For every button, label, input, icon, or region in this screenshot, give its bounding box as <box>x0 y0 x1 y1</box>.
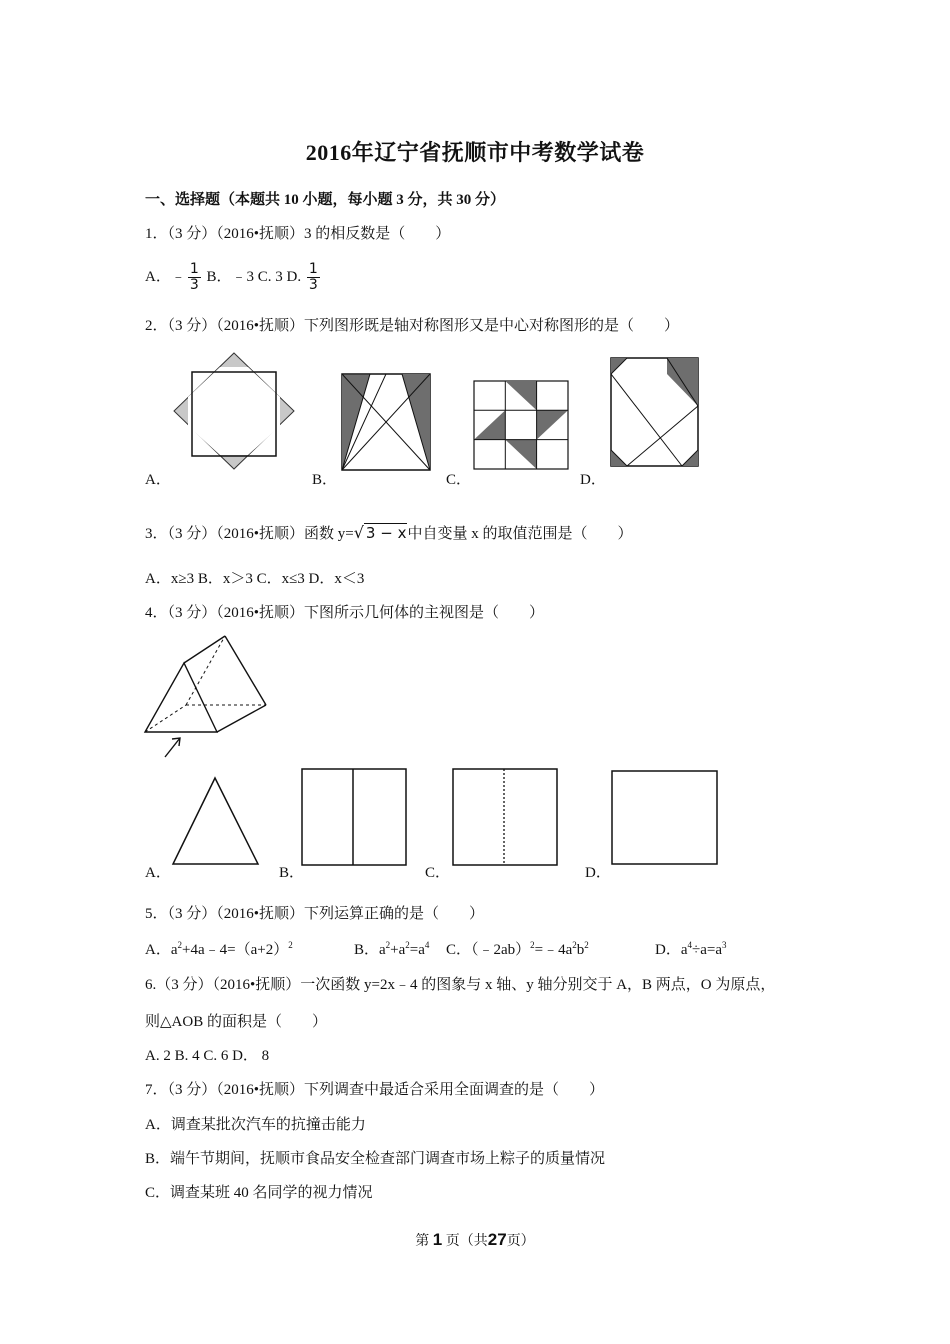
text: =a <box>409 942 425 958</box>
q2-label-a: A． <box>145 472 171 488</box>
superscript: 2 <box>405 940 410 950</box>
q6-options: A. 2 B. 4 C. 6 D． 8 <box>145 1048 270 1064</box>
q1-option-a-prefix: A．﹣ <box>145 268 186 285</box>
q2-figure-b <box>340 372 432 472</box>
q5-option-a <box>145 940 293 960</box>
q4-label-a: A． <box>145 865 171 881</box>
q7-option-b: B．端午节期间，抚顺市食品安全检查部门调查市场上粽子的质量情况 <box>145 1151 606 1167</box>
superscript: 4 <box>687 940 692 950</box>
question-2-stem: 2．（3 分）（2016•抚顺）下列图形既是轴对称图形又是中心对称图形的是（ ） <box>145 318 680 334</box>
q2-label-b: B． <box>312 472 338 488</box>
superscript: 4 <box>424 940 430 950</box>
superscript: 3 <box>722 940 727 950</box>
page-total: 27 <box>487 1230 507 1249</box>
text: C．（﹣2ab） <box>446 942 531 958</box>
q3-options: A．x≥3 B．x＞3 C．x≤3 D．x＜3 <box>145 571 365 587</box>
q4-label-d: D． <box>585 865 611 881</box>
radical-icon: √ <box>353 523 364 542</box>
question-1-options <box>145 262 322 293</box>
page-number: 1 <box>432 1230 443 1249</box>
q2-figure-d <box>609 356 700 468</box>
superscript: 2 <box>177 940 182 950</box>
frac-numerator: 1 <box>189 261 199 277</box>
footer-pre: 第 <box>415 1234 430 1249</box>
text: B．a <box>354 942 386 958</box>
q2-figure-c <box>472 379 570 471</box>
square-root <box>354 523 408 543</box>
q4-option-c-rect <box>451 767 559 867</box>
question-5-stem: 5．（3 分）（2016•抚顺）下列运算正确的是（ ） <box>145 906 485 922</box>
text: b <box>576 942 585 958</box>
section-heading: 一、选择题（本题共 10 小题，每小题 3 分，共 30 分） <box>145 192 506 208</box>
question-3-stem <box>145 523 632 544</box>
q2-label-d: D． <box>580 472 606 488</box>
frac-denominator: 3 <box>189 277 199 293</box>
question-1-stem: 1．（3 分）（2016•抚顺）3 的相反数是（ ） <box>145 226 451 242</box>
q4-option-b-rect <box>300 767 408 867</box>
q5-option-c <box>446 940 589 960</box>
text: =﹣4a <box>534 942 573 958</box>
q4-label-c: C． <box>425 865 451 881</box>
q2-figure-a <box>170 350 300 472</box>
q4-option-d-rect <box>610 769 719 866</box>
question-6-line-1: 6.（3 分）（2016•抚顺）一次函数 y=2x﹣4 的图象与 x 轴、y 轴分别交于 A，B 两点，O 为原点， <box>145 977 776 993</box>
q3-stem-post: 中自变量 x 的取值范围是（ ） <box>407 526 633 542</box>
radicand: 3 − x <box>365 524 407 542</box>
q2-label-c: C． <box>446 472 472 488</box>
q5-option-d <box>655 940 727 960</box>
text: ÷a=a <box>692 942 723 958</box>
superscript: 2 <box>530 940 535 950</box>
question-4-stem: 4．（3 分）（2016•抚顺）下图所示几何体的主视图是（ ） <box>145 605 545 621</box>
superscript: 2 <box>584 940 589 950</box>
q5-option-b <box>354 940 429 960</box>
q7-option-a: A．调查某批次汽车的抗撞击能力 <box>145 1117 366 1133</box>
q1-fraction-d <box>307 262 320 293</box>
q1-fraction-a <box>188 262 201 293</box>
text: +a <box>390 942 406 958</box>
question-6-line-2: 则△AOB 的面积是（ ） <box>145 1014 327 1030</box>
text: +4a﹣4=（a+2） <box>182 942 289 958</box>
q1-option-mid: B．﹣3 C. 3 D. <box>206 268 302 285</box>
footer-post: 页） <box>506 1234 535 1249</box>
text: D．a <box>655 942 688 958</box>
q4-solid-figure <box>140 632 270 762</box>
page-title: 2016年辽宁省抚顺市中考数学试卷 <box>305 140 645 165</box>
superscript: 2 <box>572 940 577 950</box>
superscript: 2 <box>288 940 293 950</box>
q3-stem-pre: 3．（3 分）（2016•抚顺）函数 y= <box>145 526 354 542</box>
frac-numerator: 1 <box>308 261 318 277</box>
text: A．a <box>145 942 178 958</box>
q7-option-c: C．调查某班 40 名同学的视力情况 <box>145 1185 373 1201</box>
frac-denominator: 3 <box>308 277 318 293</box>
question-7-stem: 7．（3 分）（2016•抚顺）下列调查中最适合采用全面调查的是（ ） <box>145 1082 605 1098</box>
superscript: 2 <box>385 940 391 950</box>
page-footer <box>0 1230 950 1250</box>
q4-option-a-triangle <box>170 776 262 866</box>
footer-mid: 页（共 <box>445 1234 488 1249</box>
q4-label-b: B． <box>279 865 305 881</box>
